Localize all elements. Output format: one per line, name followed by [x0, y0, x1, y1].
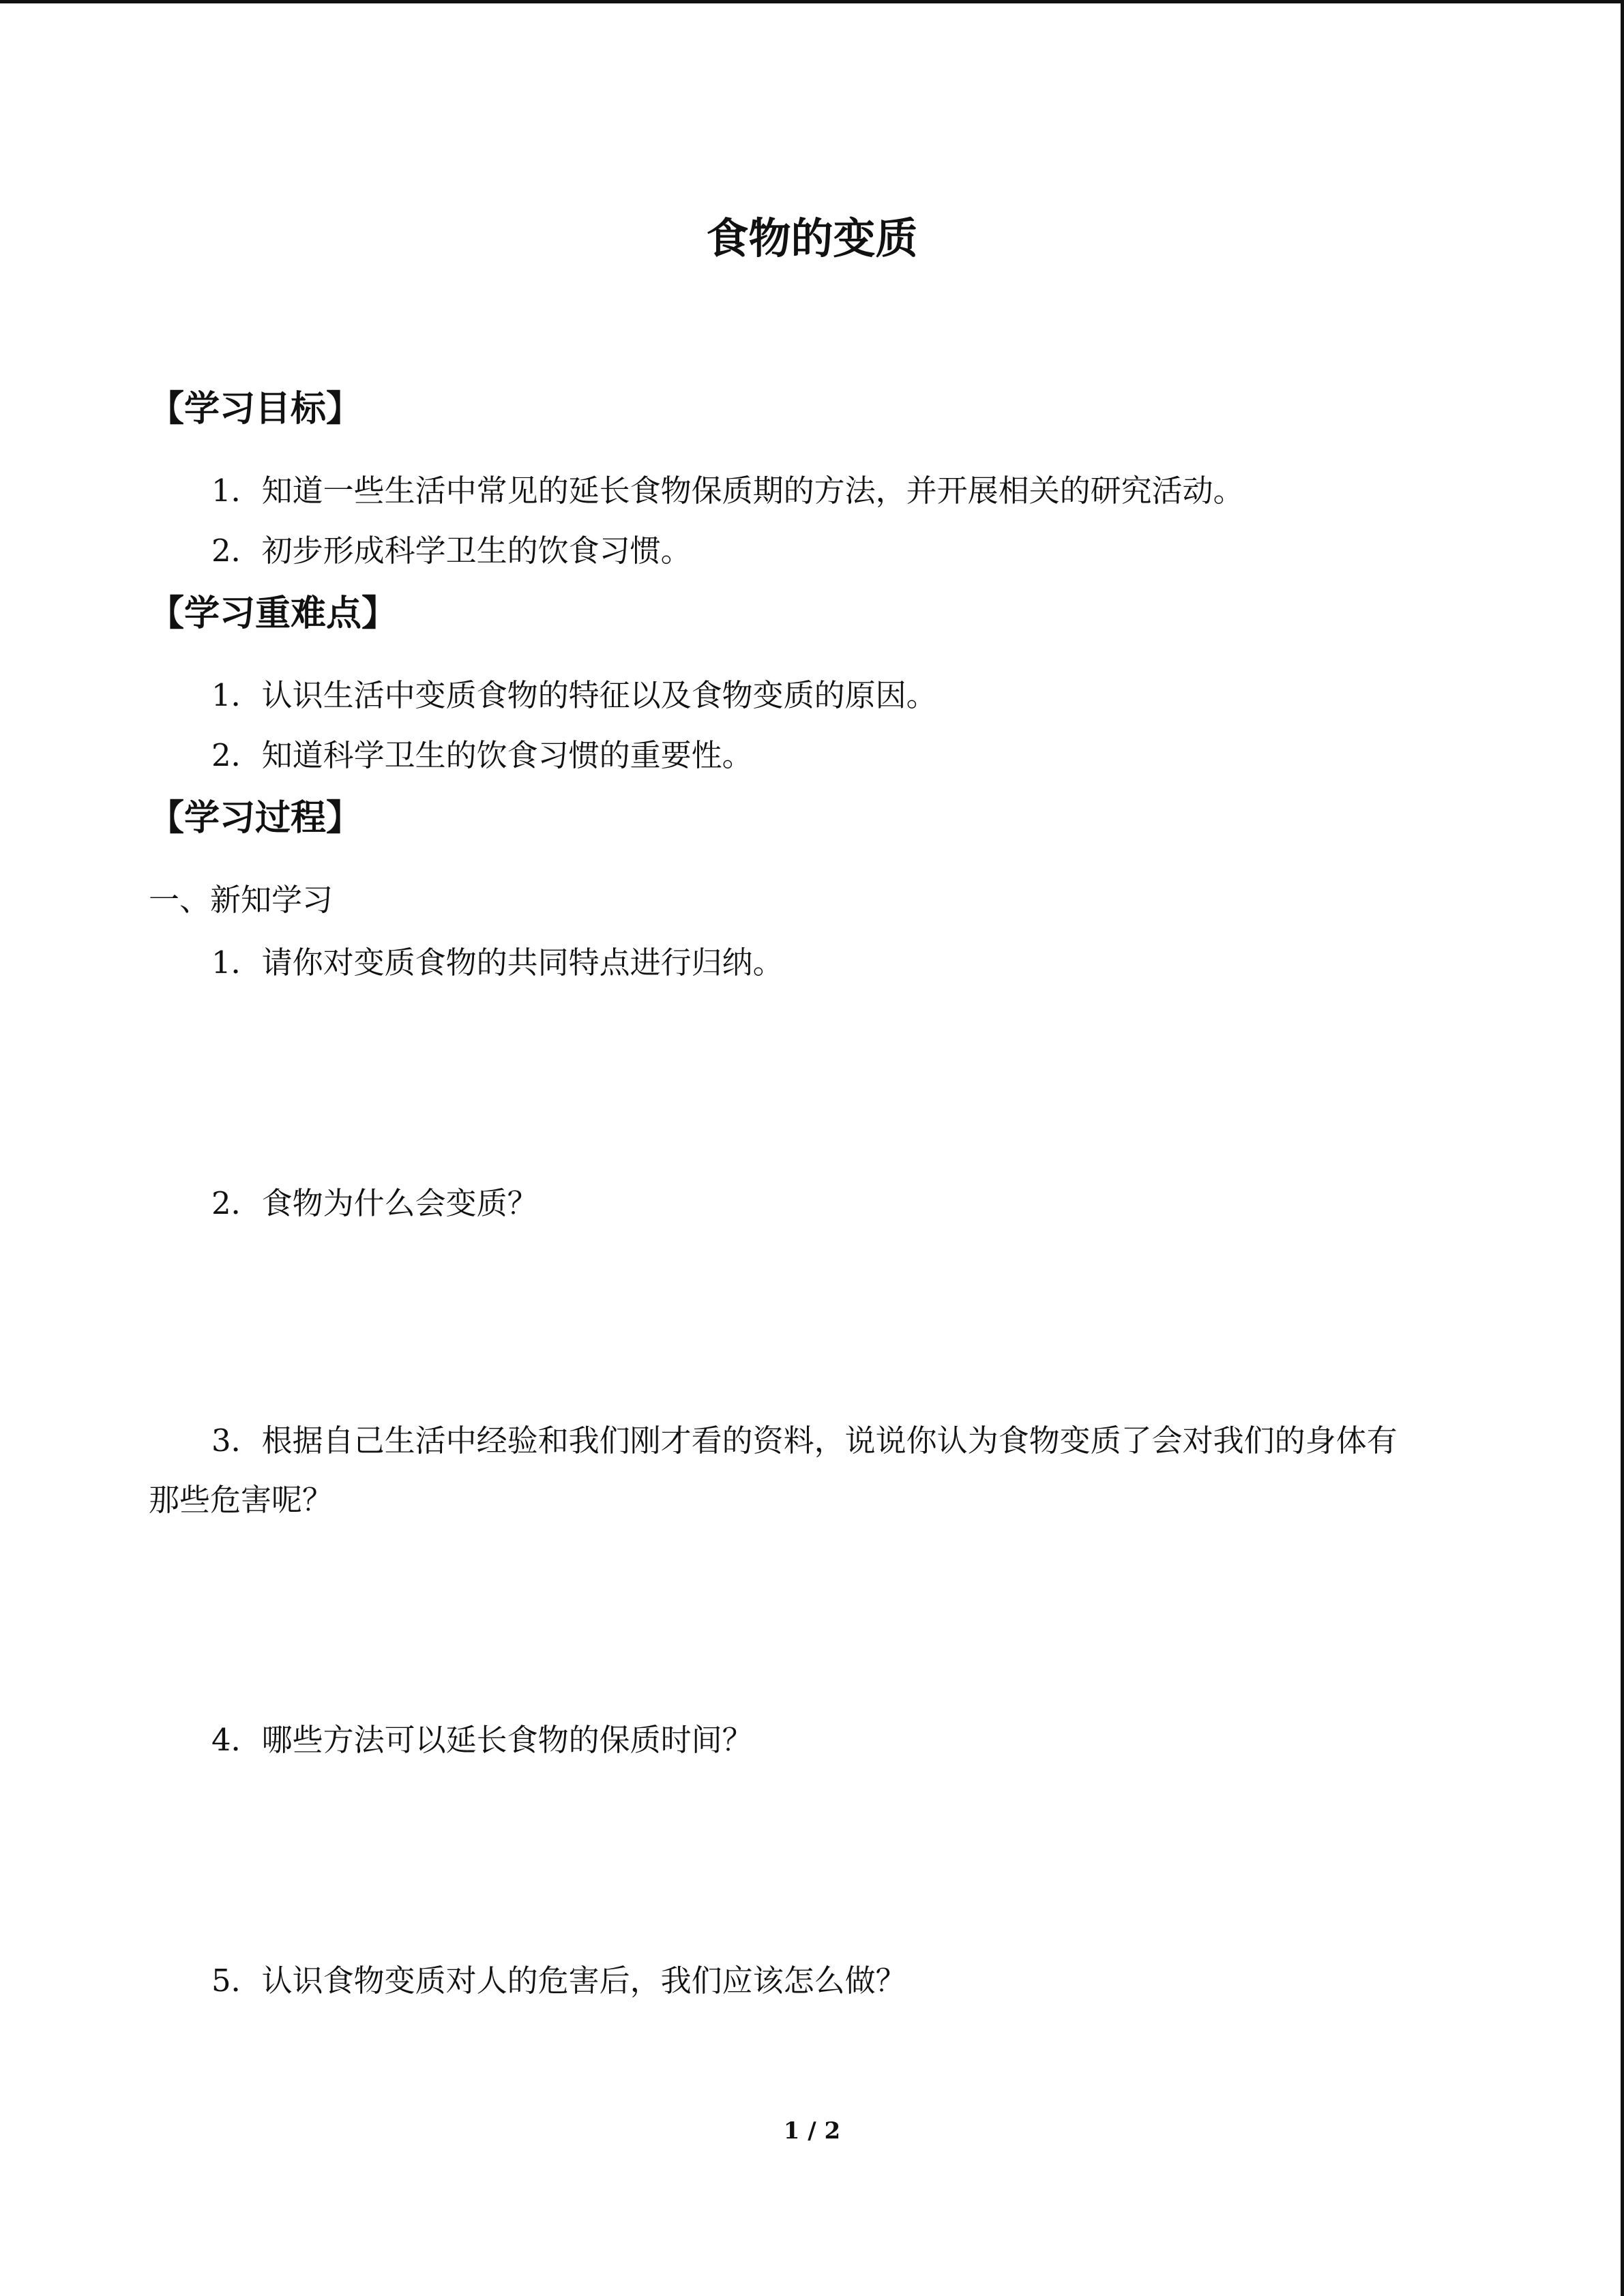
key-point-item-1: 1．认识生活中变质食物的特征以及食物变质的原因。	[211, 677, 937, 713]
process-subheading: 一、新知学习	[149, 882, 334, 918]
key-point-item-2: 2．知道科学卫生的饮食习惯的重要性。	[211, 737, 753, 773]
objective-item-1: 1．知道一些生活中常见的延长食物保质期的方法，并开展相关的研究活动。	[211, 473, 1244, 509]
objectives-heading: 【学习目标】	[149, 389, 362, 430]
key-points-heading: 【学习重难点】	[149, 593, 398, 634]
question-4: 4．哪些方法可以延长食物的保质时间？	[211, 1722, 753, 1758]
process-heading: 【学习过程】	[149, 798, 362, 839]
question-2: 2．食物为什么会变质？	[211, 1185, 538, 1221]
question-3: 3．根据自己生活中经验和我们刚才看的资料，说说你认为食物变质了会对我们的身体有	[211, 1422, 1398, 1459]
objective-item-2: 2．初步形成科学卫生的饮食习惯。	[211, 533, 692, 569]
question-3-continued: 那些危害呢？	[149, 1482, 334, 1518]
right-border	[1621, 0, 1624, 2296]
question-5: 5．认识食物变质对人的危害后，我们应该怎么做？	[211, 1963, 906, 1999]
page-title: 食物的变质	[706, 213, 918, 263]
top-border	[0, 0, 1624, 3]
page-number: 1 / 2	[783, 2117, 841, 2145]
question-1: 1．请你对变质食物的共同特点进行归纳。	[211, 944, 784, 981]
